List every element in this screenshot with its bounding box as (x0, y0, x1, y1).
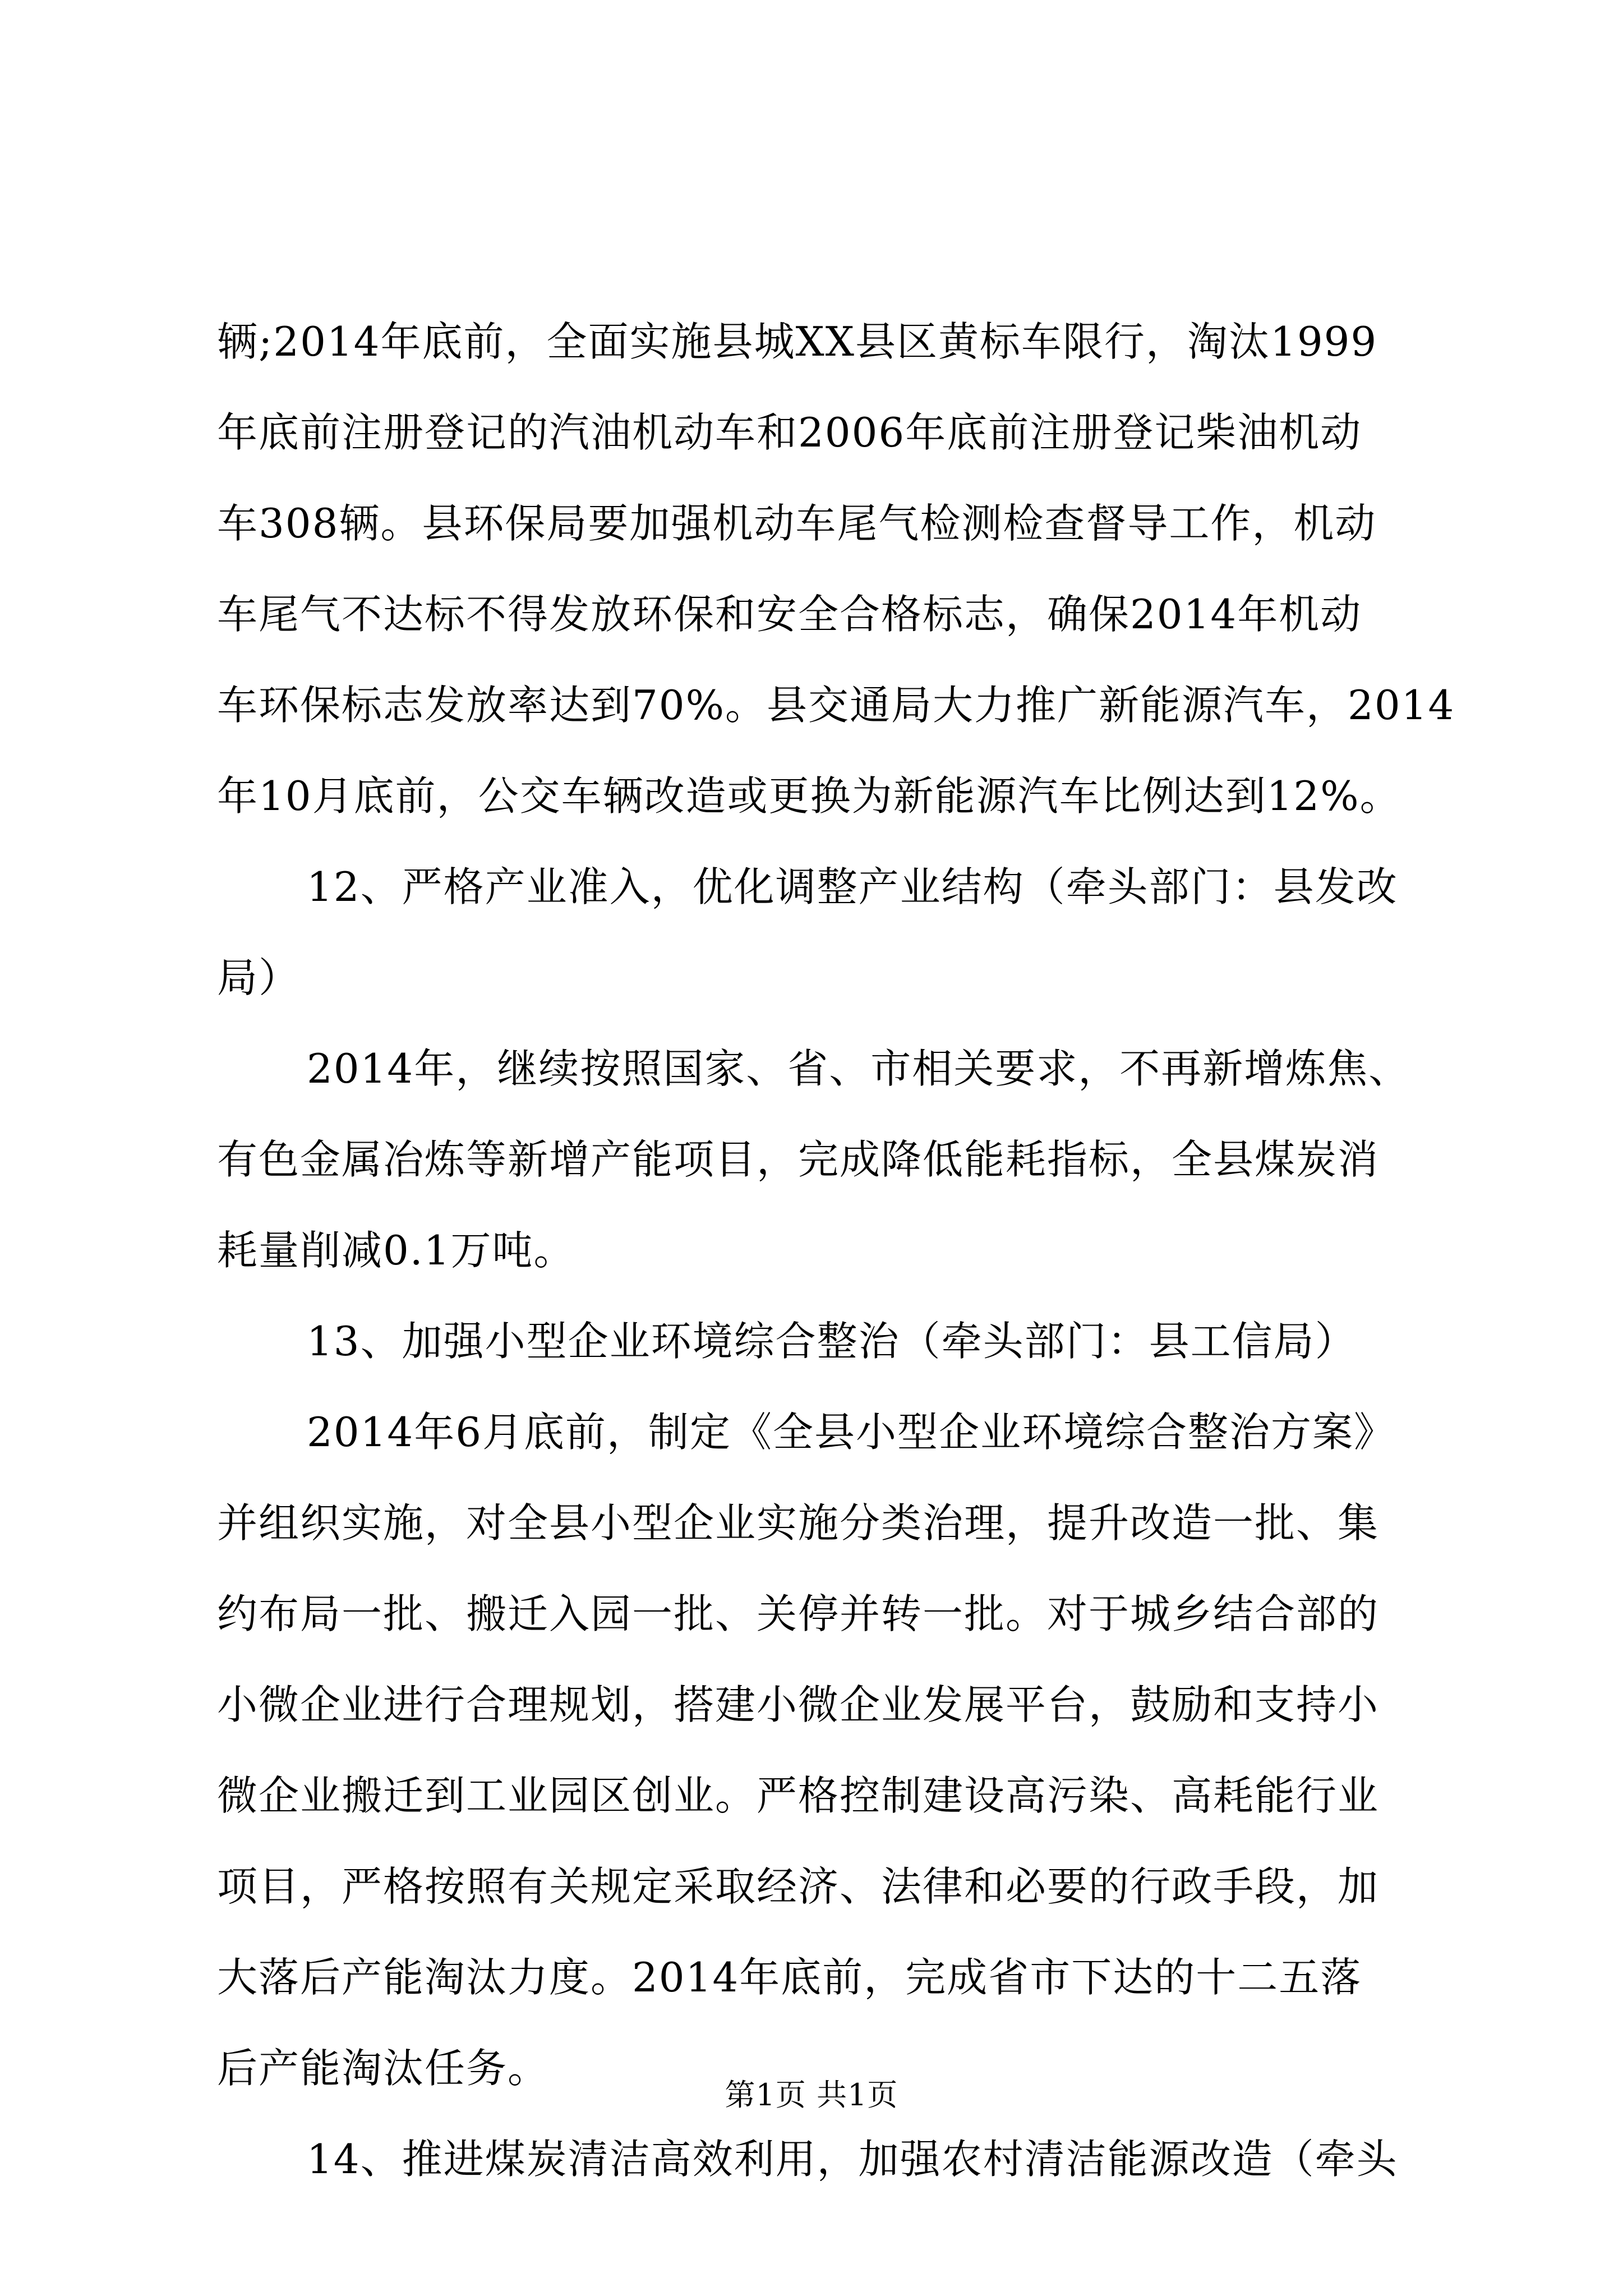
body-line: 车环保标志发放率达到70%。县交通局大力推广新能源汽车，2014 (217, 682, 1455, 729)
body-line: 耗量削减0.1万吨。 (217, 1227, 575, 1274)
document-body (217, 296, 1455, 2205)
body-line: 辆;2014年底前，全面实施县城XX县区黄标车限行，淘汰1999 (217, 318, 1378, 365)
body-line: 有色金属冶炼等新增产能项目，完成降低能耗指标，全县煤炭消 (217, 1136, 1380, 1183)
body-line: 后产能淘汰任务。 (217, 2045, 550, 2092)
body-line: 2014年6月底前，制定《全县小型企业环境综合整治方案》 (307, 1409, 1396, 1456)
body-line: 年10月底前，公交车辆改造或更换为新能源汽车比例达到12%。 (217, 772, 1401, 820)
body-line: 年底前注册登记的汽油机动车和2006年底前注册登记柴油机动 (217, 409, 1362, 456)
body-line: 并组织实施，对全县小型企业实施分类治理，提升改造一批、集 (217, 1499, 1380, 1547)
section-heading-12-continued: 局） (217, 954, 301, 1001)
body-line: 项目，严格按照有关规定采取经济、法律和必要的行政手段，加 (217, 1863, 1380, 1910)
section-heading-13: 13、加强小型企业环境综合整治（牵头部门：县工信局） (307, 1318, 1357, 1365)
section-heading-14: 14、推进煤炭清洁高效利用，加强农村清洁能源改造（牵头 (307, 2136, 1398, 2183)
section-heading-12: 12、严格产业准入，优化调整产业结构（牵头部门：县发改 (307, 863, 1398, 910)
body-line: 车尾气不达标不得发放环保和安全合格标志，确保2014年机动 (217, 591, 1362, 638)
body-line: 小微企业进行合理规划，搭建小微企业发展平台，鼓励和支持小 (217, 1681, 1380, 1728)
body-line: 车308辆。县环保局要加强机动车尾气检测检查督导工作，机动 (217, 500, 1377, 547)
body-line: 微企业搬迁到工业园区创业。严格控制建设高污染、高耗能行业 (217, 1772, 1380, 1819)
body-line: 大落后产能淘汰力度。2014年底前，完成省市下达的十二五落 (217, 1954, 1362, 2001)
body-line: 约布局一批、搬迁入园一批、关停并转一批。对于城乡结合部的 (217, 1590, 1380, 1637)
body-line: 2014年，继续按照国家、省、市相关要求，不再新增炼焦、 (307, 1045, 1410, 1092)
page-footer: 第1页 共1页 (725, 2077, 898, 2113)
